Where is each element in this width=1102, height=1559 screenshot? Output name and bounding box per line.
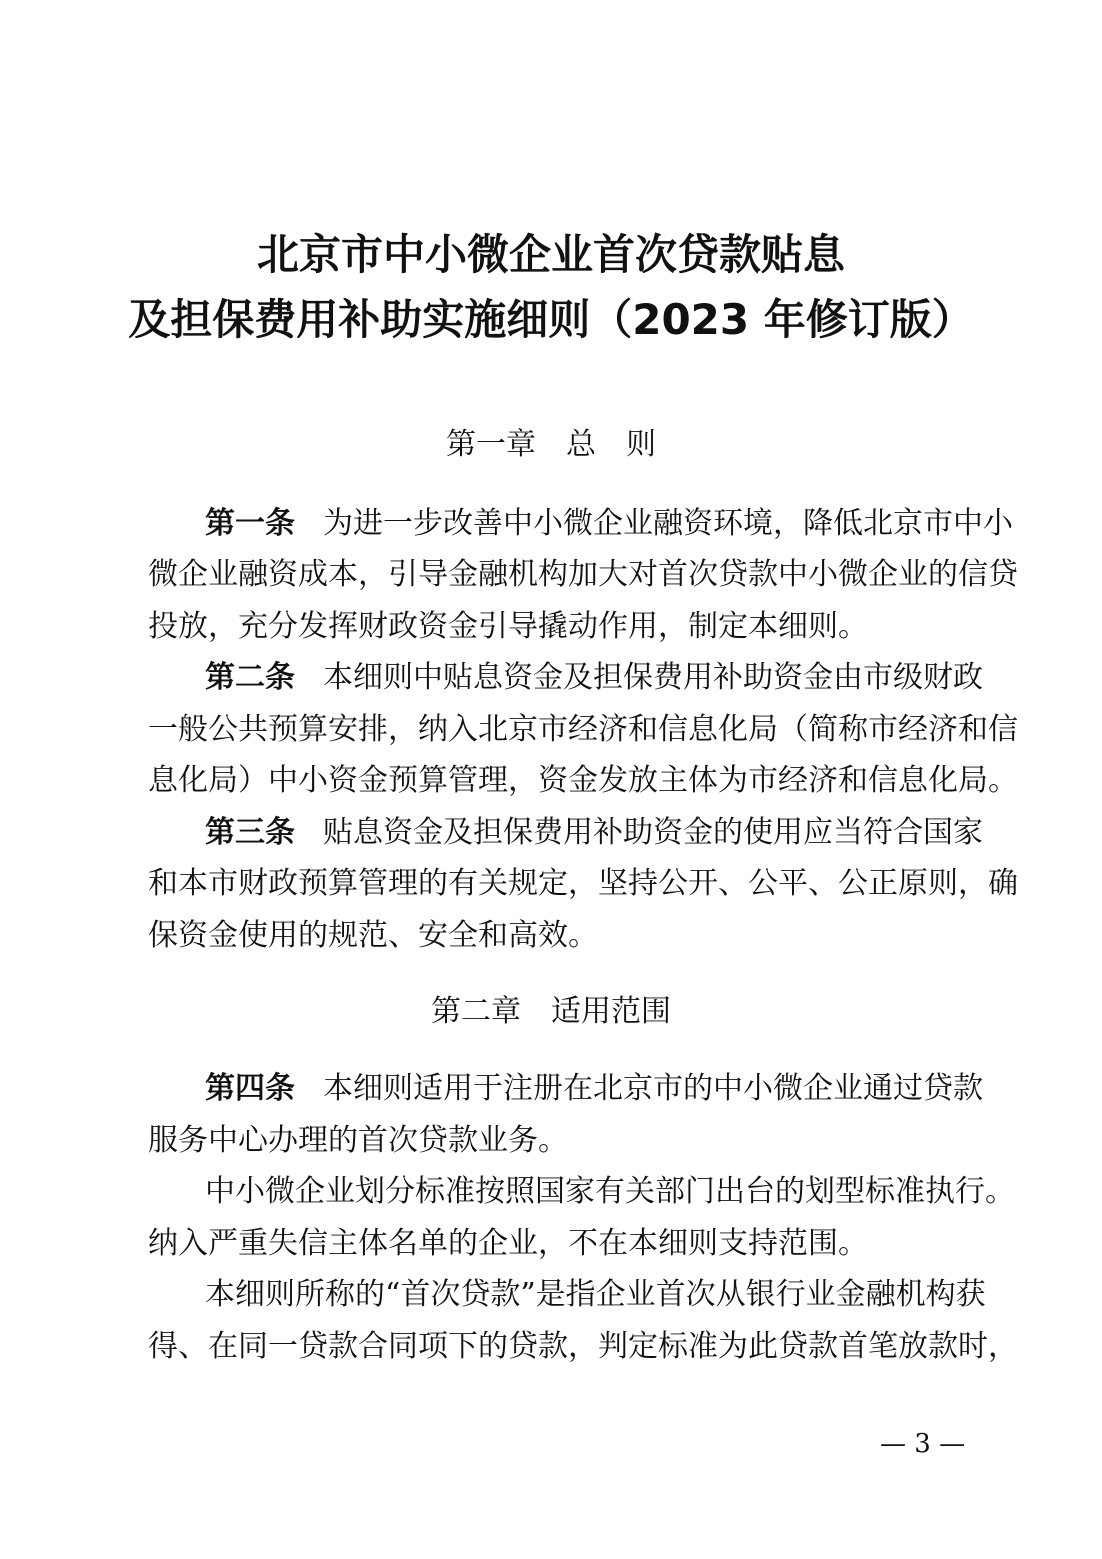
article-2-label: 第二条 (205, 660, 295, 695)
article-3-text-1: 贴息资金及担保费用补助资金的使用应当符合国家 (323, 815, 983, 850)
article-2-line-2: 一般公共预算安排，纳入北京市经济和信息化局（简称市经济和信 (148, 712, 1018, 747)
article-4-label: 第四条 (205, 1071, 295, 1106)
paragraph-1-line-2: 纳入严重失信主体名单的企业，不在本细则支持范围。 (148, 1226, 868, 1261)
article-1-line-1 (205, 506, 1013, 542)
paragraph-2-line-1: 本细则所称的“首次贷款”是指企业首次从银行业金融机构获 (205, 1277, 986, 1312)
chapter-2-heading: 第二章 适用范围 (431, 994, 671, 1029)
article-4-line-2: 服务中心办理的首次贷款业务。 (148, 1123, 568, 1158)
document-title-line-1: 北京市中小微企业首次贷款贴息 (256, 230, 845, 279)
article-4-text-1: 本细则适用于注册在北京市的中小微企业通过贷款 (323, 1071, 983, 1106)
article-2-line-3: 息化局）中小资金预算管理，资金发放主体为市经济和信息化局。 (148, 763, 1018, 798)
article-1-line-3: 投放，充分发挥财政资金引导撬动作用，制定本细则。 (148, 609, 868, 644)
article-3-line-3: 保资金使用的规范、安全和高效。 (148, 918, 598, 953)
article-1-label: 第一条 (205, 506, 295, 541)
paragraph-2-line-2: 得、在同一贷款合同项下的贷款，判定标准为此贷款首笔放款时， (148, 1329, 1018, 1364)
article-3-label: 第三条 (205, 815, 295, 850)
article-1-text-1: 为进一步改善中小微企业融资环境，降低北京市中小 (323, 506, 1013, 541)
article-1-line-2: 微企业融资成本，引导金融机构加大对首次贷款中小微企业的信贷 (148, 557, 1018, 592)
chapter-1-heading: 第一章 总 则 (446, 427, 656, 462)
article-2-line-1 (205, 660, 983, 696)
article-2-text-1: 本细则中贴息资金及担保费用补助资金由市级财政 (323, 660, 983, 695)
article-4-line-1 (205, 1071, 983, 1107)
paragraph-1-line-1: 中小微企业划分标准按照国家有关部门出台的划型标准执行。 (205, 1174, 1015, 1209)
article-3-line-1 (205, 815, 983, 851)
article-3-line-2: 和本市财政预算管理的有关规定，坚持公开、公平、公正原则，确 (148, 866, 1018, 901)
document-title-line-2: 及担保费用补助实施细则（2023 年修订版） (128, 295, 974, 344)
page-number: — 3 — (880, 1429, 966, 1459)
